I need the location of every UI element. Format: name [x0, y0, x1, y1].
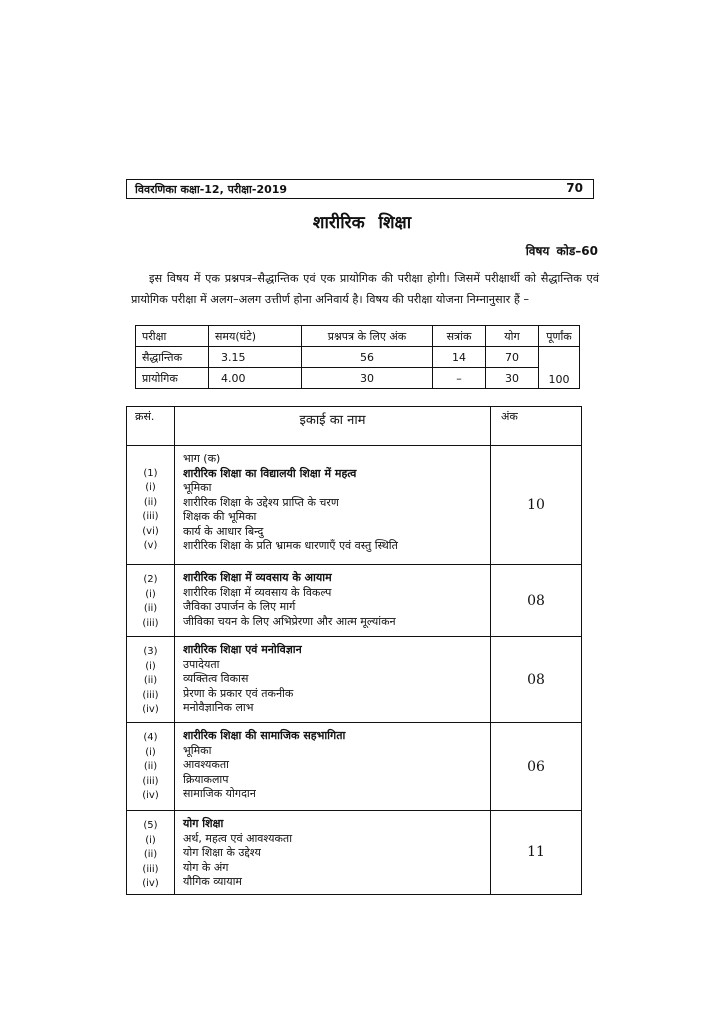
units-header-marks: अंक [491, 407, 582, 446]
unit-number: (iii) [142, 863, 159, 875]
unit-topic: यौगिक व्यायाम [183, 875, 243, 888]
unit-topics [175, 565, 491, 637]
unit-title: शारीरिक शिक्षा की सामाजिक सहभागिता [183, 729, 346, 742]
unit-marks: 10 [491, 446, 582, 565]
unit-number: (2) [143, 574, 158, 585]
unit-numbers [127, 811, 175, 895]
unit-numbers [127, 446, 175, 565]
page-title: शारीरिक शिक्षा [312, 213, 412, 233]
subject-code: विषय कोड–60 [525, 244, 598, 258]
exam-cell: 30 [302, 368, 433, 389]
unit-topic: व्यक्तित्व विकास [183, 672, 249, 685]
unit-topic: प्रेरणा के प्रकार एवं तकनीक [183, 686, 294, 700]
unit-row [127, 723, 582, 811]
units-header-sno: क्रसं. [127, 407, 175, 446]
unit-number: (iii) [142, 775, 159, 787]
unit-numbers [127, 565, 175, 637]
unit-topic: योग शिक्षा के उद्देश्य [183, 846, 261, 859]
unit-marks: 08 [491, 637, 582, 723]
unit-topic: सामाजिक योगदान [183, 787, 256, 800]
exam-total-cell: 100 [539, 347, 580, 389]
unit-number: (iii) [142, 617, 159, 629]
units-header-row [127, 407, 582, 446]
unit-numbers [127, 637, 175, 723]
unit-topic: आवश्यकता [183, 758, 229, 771]
unit-topic: क्रियाकलाप [183, 772, 229, 786]
unit-topic: योग के अंग [183, 860, 229, 874]
unit-row [127, 811, 582, 895]
units-header-name: इकाई का नाम [175, 407, 491, 446]
unit-title: शारीरिक शिक्षा का विद्यालयी शिक्षा में महत्व [183, 466, 357, 480]
unit-number: (iii) [142, 511, 159, 522]
unit-number: (iv) [142, 878, 159, 889]
unit-topic: शारीरिक शिक्षा के उद्देश्य प्राप्ति के चरण [183, 495, 339, 509]
unit-topic: जीविका चयन के लिए अभिप्रेरणा और आत्म मूल्यांकन [183, 614, 396, 628]
unit-topic: शिक्षक की भूमिका [183, 510, 257, 523]
unit-row [127, 446, 582, 565]
unit-number: (iv) [142, 790, 159, 801]
unit-number: (vi) [142, 525, 159, 537]
unit-topics [175, 811, 491, 895]
unit-number: (iii) [142, 689, 159, 701]
unit-number: (5) [143, 820, 158, 831]
unit-topic: शारीरिक शिक्षा में व्यवसाय के विकल्प [183, 585, 332, 599]
exam-header-cell: समय(घंटे) [209, 326, 302, 347]
exam-header-cell: प्रश्नपत्र के लिए अंक [302, 326, 433, 347]
exam-header-cell: पूर्णांक [539, 326, 580, 347]
unit-topics [175, 446, 491, 565]
exam-table-row [136, 368, 580, 389]
unit-topic: मनोवैज्ञानिक लाभ [183, 701, 254, 714]
exam-cell: प्रायोगिक [136, 368, 209, 389]
unit-marks: 08 [491, 565, 582, 637]
header-title: विवरणिका कक्षा-12, परीक्षा-2019 [135, 183, 288, 196]
unit-number: (i) [145, 746, 156, 758]
page-number: 70 [566, 181, 583, 195]
unit-numbers [127, 723, 175, 811]
unit-number: (iv) [142, 704, 159, 715]
unit-title: शारीरिक शिक्षा में व्यवसाय के आयाम [183, 571, 332, 584]
unit-number: (4) [143, 732, 158, 743]
exam-cell: 30 [486, 368, 539, 389]
exam-header-cell: परीक्षा [136, 326, 209, 347]
unit-topic: शारीरिक शिक्षा के प्रति भ्रामक धारणाएँ एवं वस्तु स्थिति [183, 539, 398, 552]
exam-cell: 4.00 [209, 368, 302, 389]
intro-paragraph [131, 268, 599, 310]
unit-topic: जैविका उपार्जन के लिए मार्ग [183, 600, 296, 613]
unit-number: (ii) [143, 761, 158, 772]
unit-number: (ii) [143, 496, 158, 508]
unit-topics [175, 723, 491, 811]
unit-topic: कार्य के आधार बिन्दु [183, 524, 264, 538]
exam-header-cell: सत्रांक [433, 326, 486, 347]
unit-title: शारीरिक शिक्षा एवं मनोविज्ञान [183, 643, 302, 656]
unit-number: (i) [145, 834, 156, 846]
unit-number: (ii) [143, 675, 158, 686]
unit-part-label: भाग (क) [183, 452, 221, 465]
unit-number: (v) [143, 540, 158, 551]
header-box [126, 179, 594, 199]
unit-row [127, 565, 582, 637]
exam-cell: 70 [486, 347, 539, 368]
unit-number: (3) [143, 646, 158, 657]
exam-table-header-row [136, 326, 580, 347]
unit-topic: अर्थ, महत्व एवं आवश्यकता [183, 831, 293, 845]
exam-cell: 3.15 [209, 347, 302, 368]
unit-number: (i) [145, 660, 156, 672]
exam-header-cell: योग [486, 326, 539, 347]
unit-topic: भूमिका [183, 743, 212, 757]
unit-number: (1) [143, 467, 158, 479]
unit-number: (i) [145, 482, 156, 493]
exam-cell: सैद्धान्तिक [136, 347, 209, 368]
unit-number [128, 452, 173, 467]
exam-cell: 56 [302, 347, 433, 368]
unit-title: योग शिक्षा [183, 817, 224, 830]
unit-marks: 11 [491, 811, 582, 895]
exam-cell: 14 [433, 347, 486, 368]
unit-row [127, 637, 582, 723]
unit-marks: 06 [491, 723, 582, 811]
unit-topics [175, 637, 491, 723]
syllabus-units-table [126, 406, 582, 895]
unit-number: (i) [145, 588, 156, 600]
exam-table-row [136, 347, 580, 368]
exam-scheme-table [135, 325, 580, 389]
unit-number: (ii) [143, 849, 158, 860]
intro-text: इस विषय में एक प्रश्नपत्र–सैद्धान्तिक एवं एक प्रायोगिक की परीक्षा होगी। जिसमें परीक्षार्थी को सैद्धान्तिक एवं प्रायोगिक परीक्षा में अलग–अलग उत्तीर्ण होना अनिवार्य है। विषय की परीक्षा योजना निम्नानुसार हैं – [131, 272, 599, 306]
exam-cell: – [433, 368, 486, 389]
unit-topic: उपादेयता [183, 657, 220, 671]
unit-number: (ii) [143, 603, 158, 614]
unit-topic: भूमिका [183, 481, 212, 494]
